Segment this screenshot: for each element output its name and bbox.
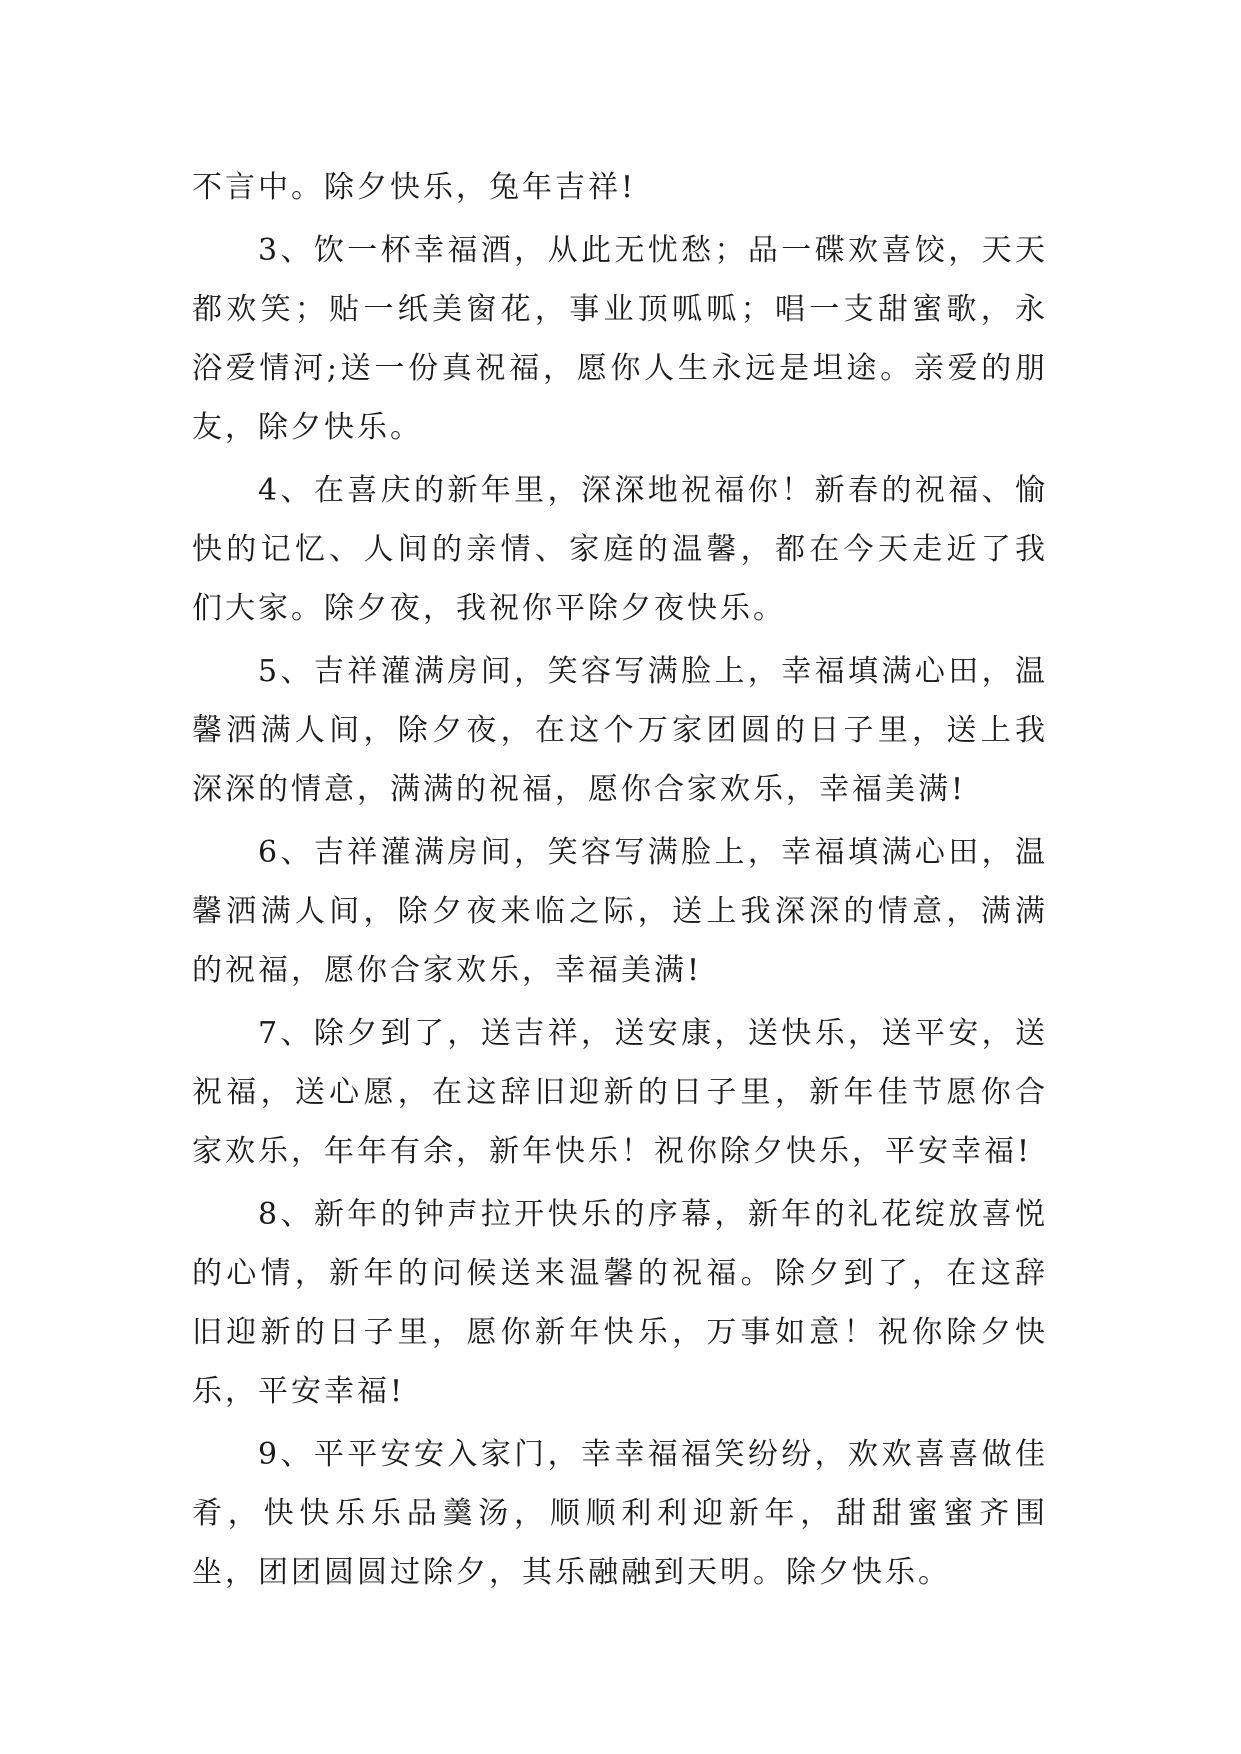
paragraph-item-7: 7、除夕到了，送吉祥，送安康，送快乐，送平安，送祝福，送心愿，在这辞旧迎新的日子里，新年佳节愿你合家欢乐，年年有余，新年快乐！祝你除夕快乐，平安幸福! [192, 1016, 1048, 1169]
paragraph-item-9: 9、平平安安入家门，幸幸福福笑纷纷，欢欢喜喜做佳肴，快快乐乐品羹汤，顺顺利利迎新年，甜甜蜜蜜齐围坐，团团圆圆过除夕，其乐融融到天明。除夕快乐。 [192, 1437, 1048, 1590]
paragraph-item-5: 5、吉祥灌满房间，笑容写满脸上，幸福填满心田，温馨洒满人间，除夕夜，在这个万家团圆的日子里，送上我深深的情意，满满的祝福，愿你合家欢乐，幸福美满! [192, 654, 1048, 807]
paragraph-continuation: 不言中。除夕快乐，兔年吉祥! [192, 170, 637, 205]
paragraph-item-3: 3、饮一杯幸福酒，从此无忧愁；品一碟欢喜饺，天天都欢笑；贴一纸美窗花，事业顶呱呱；唱一支甜蜜歌，永浴爱情河;送一份真祝福，愿你人生永远是坦途。亲爱的朋友，除夕快乐。 [192, 233, 1048, 445]
paragraph-item-6: 6、吉祥灌满房间，笑容写满脸上，幸福填满心田，温馨洒满人间，除夕夜来临之际，送上我深深的情意，满满的祝福，愿你合家欢乐，幸福美满! [192, 835, 1048, 988]
document-body [192, 158, 1048, 1606]
paragraph-item-4: 4、在喜庆的新年里，深深地祝福你！新春的祝福、愉快的记忆、人间的亲情、家庭的温馨，都在今天走近了我们大家。除夕夜，我祝你平除夕夜快乐。 [192, 473, 1048, 626]
paragraph-item-8: 8、新年的钟声拉开快乐的序幕，新年的礼花绽放喜悦的心情，新年的问候送来温馨的祝福。除夕到了，在这辞旧迎新的日子里，愿你新年快乐，万事如意！祝你除夕快乐，平安幸福! [192, 1197, 1048, 1409]
